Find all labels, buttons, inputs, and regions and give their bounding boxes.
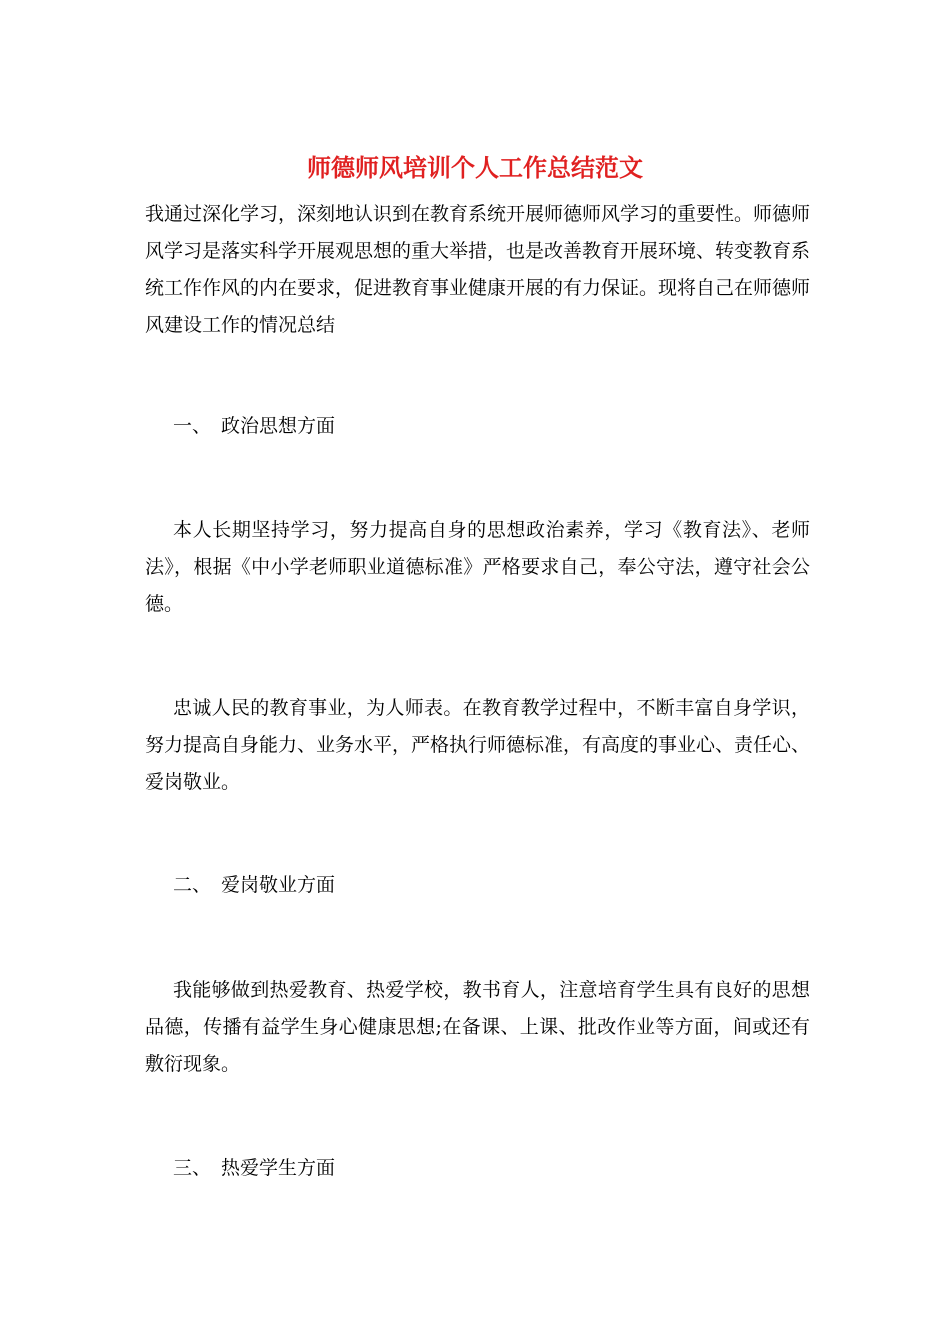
section-title: 政治思想方面	[221, 415, 336, 437]
section-title: 热爱学生方面	[221, 1157, 336, 1179]
section-1-paragraph-2: 忠诚人民的教育事业，为人师表。在教育教学过程中，不断丰富自身学识，努力提高自身能力、业务水平，严格执行师德标准，有高度的事业心、责任心、爱岗敬业。	[145, 697, 811, 793]
section-heading-2	[173, 867, 335, 904]
intro-paragraph: 我通过深化学习，深刻地认识到在教育系统开展师德师风学习的重要性。师德师风学习是落实科学开展观思想的重大举措，也是改善教育开展环境、转变教育系统工作作风的内在要求，促进教育事业健康开展的有力保证。现将自己在师德师风建设工作的情况总结	[145, 203, 811, 336]
section-number: 三、	[173, 1157, 212, 1179]
section-heading-3	[173, 1150, 335, 1187]
section-number: 二、	[173, 874, 212, 896]
section-number: 一、	[173, 415, 212, 437]
document-title: 师德师风培训个人工作总结范文	[307, 153, 643, 182]
section-title: 爱岗敬业方面	[221, 874, 336, 896]
section-1-paragraph-1: 本人长期坚持学习，努力提高自身的思想政治素养，学习《教育法》、老师法》，根据《中小学老师职业道德标准》严格要求自己，奉公守法，遵守社会公德。	[145, 519, 810, 615]
section-heading-1	[173, 408, 335, 445]
section-2-paragraph-1: 我能够做到热爱教育、热爱学校，教书育人，注意培育学生具有良好的思想品德，传播有益学生身心健康思想;在备课、上课、批改作业等方面，间或还有敷衍现象。	[145, 979, 810, 1075]
